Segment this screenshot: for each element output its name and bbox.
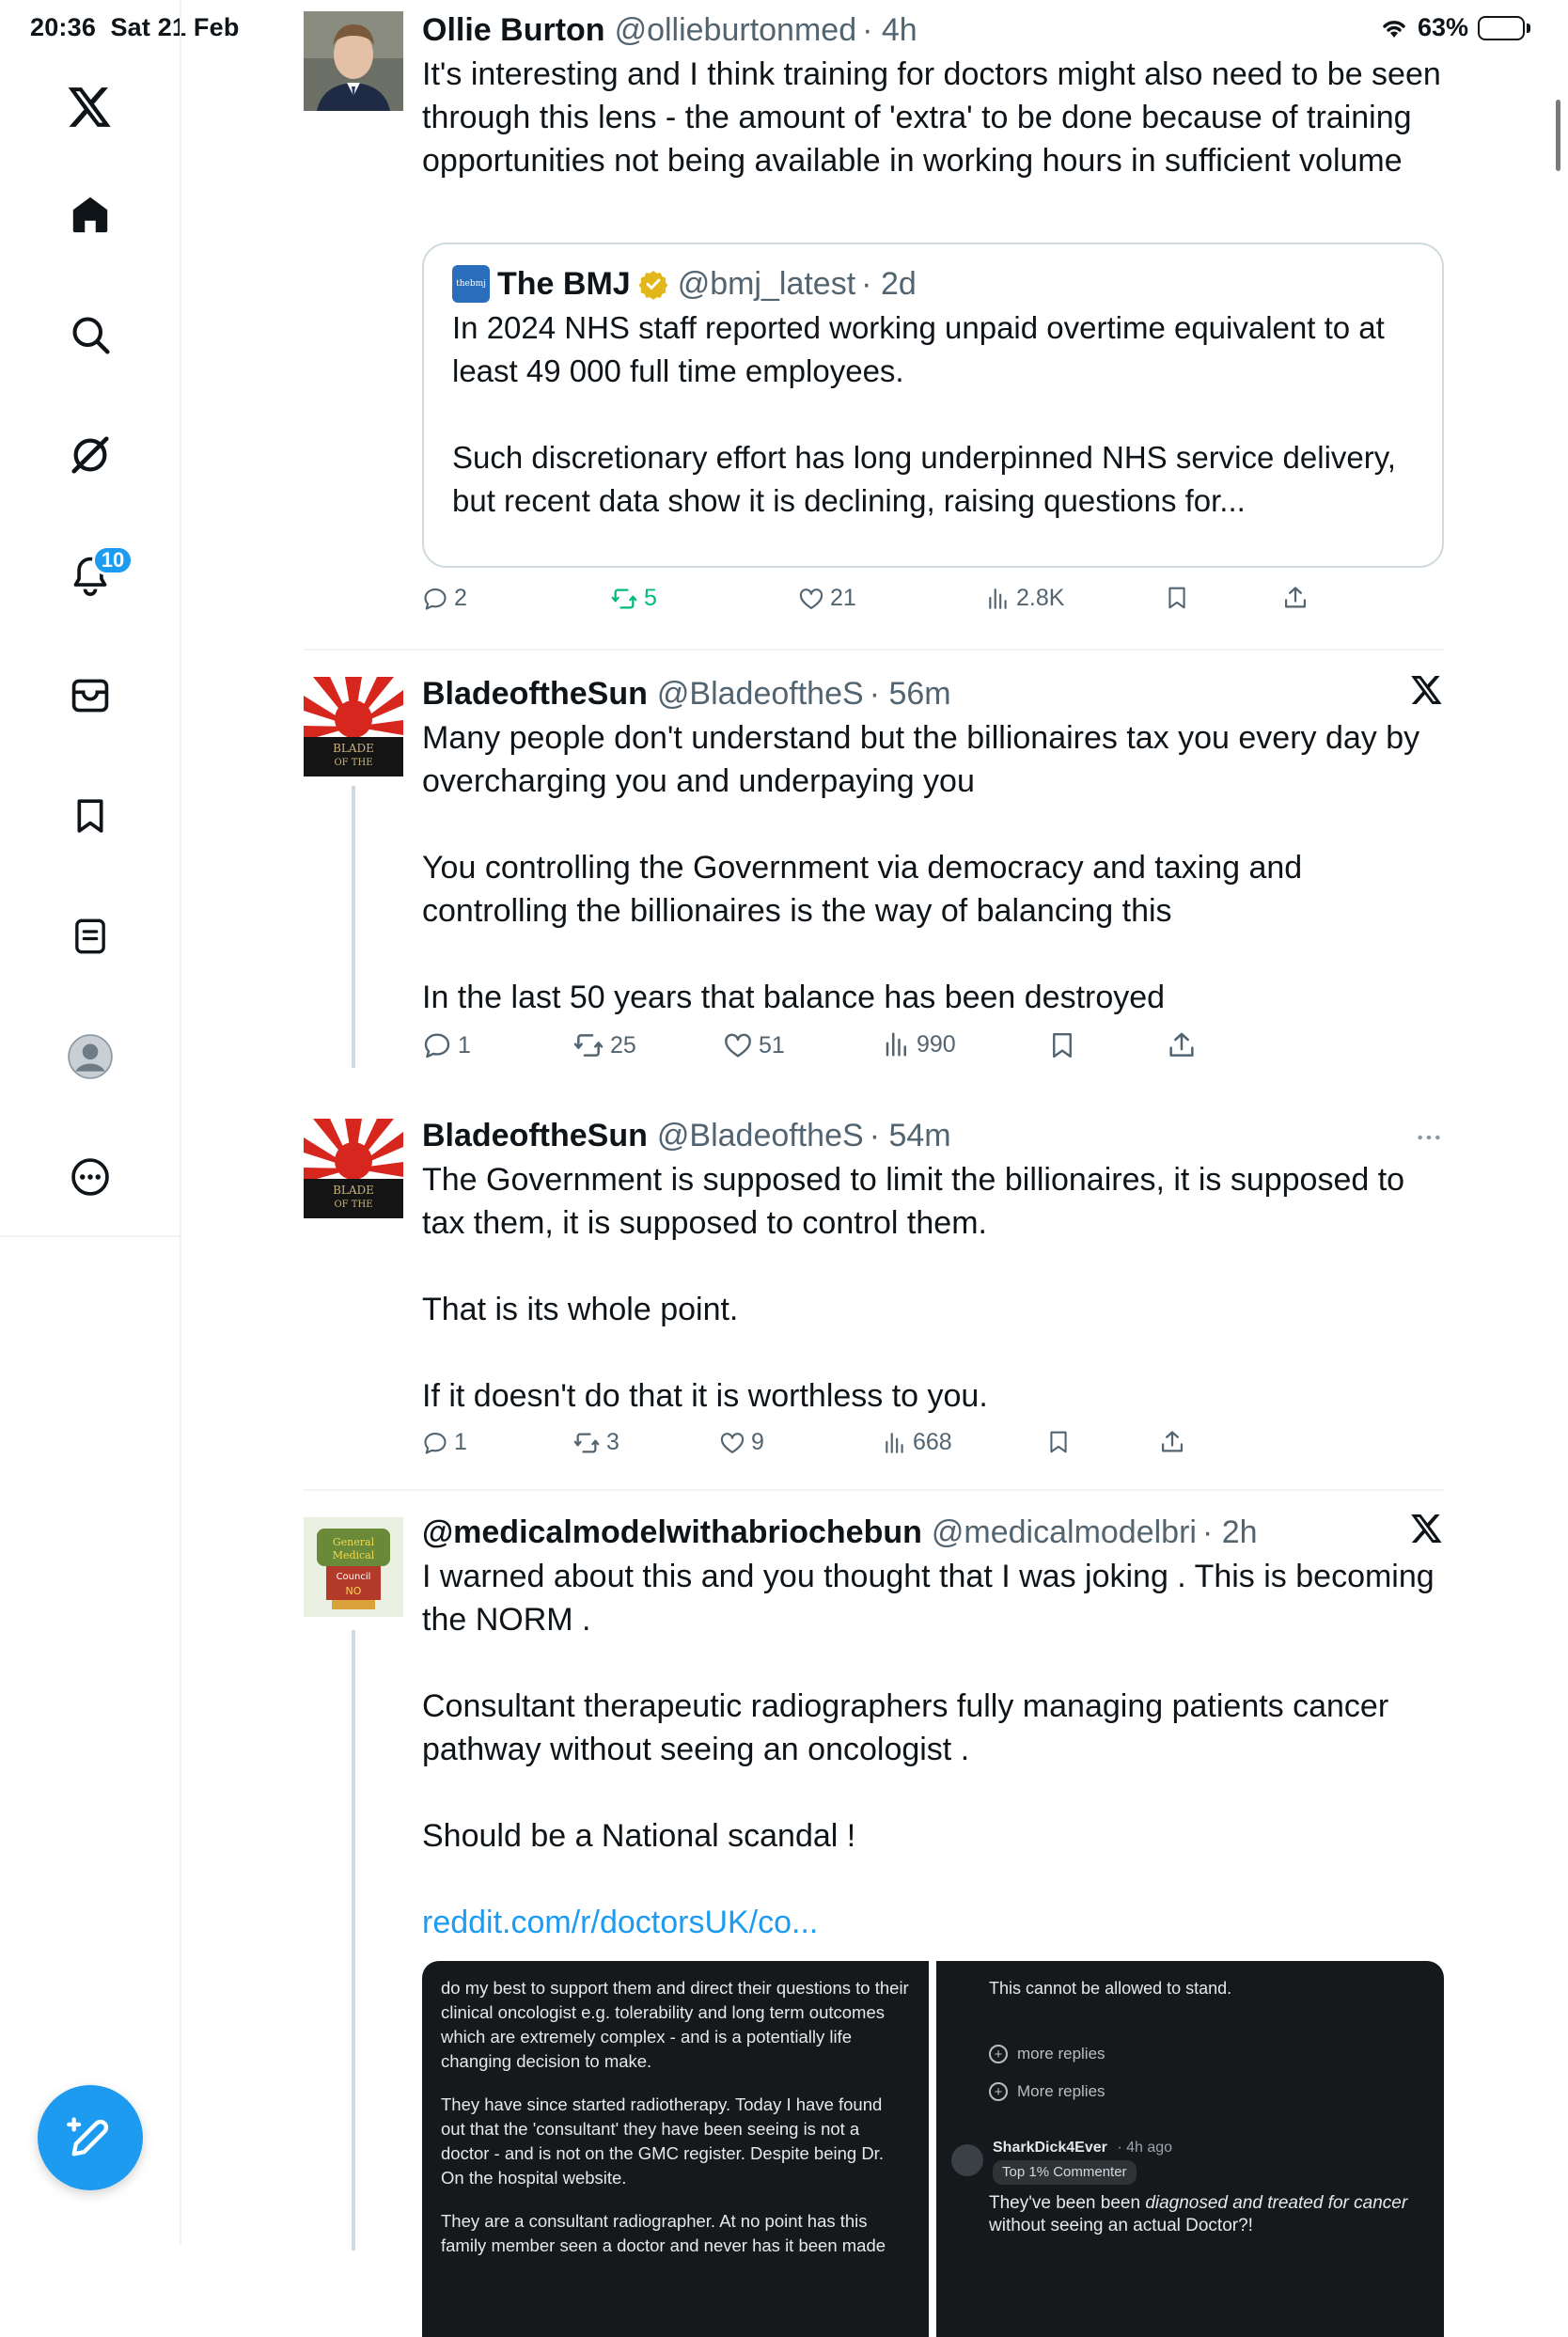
quoted-tweet[interactable] <box>422 243 1444 568</box>
like-count: 51 <box>759 1031 785 1059</box>
reply-button[interactable] <box>422 1030 471 1060</box>
repost-count: 5 <box>644 585 657 611</box>
tweet-time[interactable]: · 2h <box>1201 1514 1258 1550</box>
tweet-actions <box>422 585 1444 622</box>
repost-icon <box>572 1030 604 1060</box>
reply-icon <box>422 1430 448 1456</box>
verified-gold-icon <box>638 269 668 299</box>
svg-text:BLADE: BLADE <box>333 1184 374 1197</box>
views-chart-icon <box>883 1431 907 1455</box>
views-button[interactable] <box>883 1429 952 1456</box>
media-image-left[interactable]: do my best to support them and direct their questions to their clinical oncologist e.g. tolerability and long term outcomes which are extremely complex - and is a potentially life changing decision to make. They have since started radiotherapy. Today I have found out that the 'consultant' they have been seeing is not a doctor - and is not on the GMC register. Despite being Dr. On the hospital website. They are a consultant radiographer. At no point has this family member seen a doctor and never has it been made <box>422 1961 929 2337</box>
svg-text:Medical: Medical <box>332 1549 375 1561</box>
like-count: 21 <box>830 585 856 611</box>
repost-button[interactable] <box>572 1429 619 1456</box>
tweet-header <box>422 675 1444 713</box>
bookmark-icon <box>1165 585 1189 611</box>
search-icon[interactable] <box>62 306 118 363</box>
quote-header <box>452 265 1414 303</box>
share-icon <box>1282 585 1309 611</box>
tweet-divider <box>304 1489 1444 1491</box>
tweet-text: Many people don't understand but the billionaires tax you every day by overcharging you and underpaying you You controlling the Government via democracy and taxing and controlling the billionaires is the way of balancing this In the last 50 years that balance has been destroyed <box>422 720 1420 1015</box>
avatar[interactable] <box>304 677 403 776</box>
share-icon <box>1159 1429 1185 1455</box>
reply-count: 1 <box>454 1429 467 1455</box>
share-button[interactable] <box>1159 1429 1185 1455</box>
messages-icon[interactable] <box>62 667 118 724</box>
x-logo-icon <box>1410 1512 1444 1545</box>
bookmarks-icon[interactable] <box>62 788 118 844</box>
svg-text:OF THE: OF THE <box>334 758 373 768</box>
tweet-actions <box>422 1030 1444 1068</box>
more-icon[interactable] <box>62 1149 118 1205</box>
author-handle[interactable]: @medicalmodelbri <box>931 1514 1197 1550</box>
quote-time: · 2d <box>861 266 917 302</box>
home-icon[interactable] <box>62 186 118 243</box>
plus-circle-icon: + <box>989 2082 1008 2101</box>
battery-icon <box>1478 16 1530 40</box>
author-name[interactable]: BladeoftheSun <box>422 676 648 712</box>
tweet[interactable] <box>304 1117 1444 1474</box>
share-button[interactable] <box>1282 585 1309 611</box>
reddit-link[interactable]: reddit.com/r/doctorsUK/co... <box>422 1905 819 1940</box>
tweet-text: The Government is supposed to limit the billionaires, it is supposed to tax them, it is supposed to control them. That is its whole point. If it doesn't do that it is worthless to you. <box>422 1162 1405 1414</box>
view-count: 2.8K <box>1016 585 1065 611</box>
x-logo-icon[interactable] <box>62 79 118 135</box>
like-button[interactable] <box>798 585 856 612</box>
reply-button[interactable] <box>422 1429 467 1456</box>
share-button[interactable] <box>1167 1030 1197 1060</box>
author-name[interactable]: BladeoftheSun <box>422 1118 648 1153</box>
bookmark-button[interactable] <box>1046 1429 1071 1455</box>
repost-button[interactable] <box>572 1030 636 1060</box>
avatar[interactable] <box>304 1119 403 1218</box>
author-name[interactable]: @medicalmodelwithabriochebun <box>422 1514 922 1550</box>
views-chart-icon <box>986 587 1011 611</box>
bookmark-icon <box>1048 1030 1076 1060</box>
commenter-time: · 4h ago <box>1117 2140 1173 2156</box>
svg-text:BLADE: BLADE <box>333 742 374 755</box>
thread-line <box>352 1630 355 2251</box>
author-handle[interactable]: @BladeoftheS <box>656 676 864 712</box>
svg-text:OF THE: OF THE <box>334 1200 373 1210</box>
battery-percent: 63% <box>1417 13 1468 41</box>
compose-post-button[interactable] <box>38 2085 143 2190</box>
quote-text: In 2024 NHS staff reported working unpaid overtime equivalent to at least 49 000 full time employees. Such discretionary effort has long underpinned NHS service delivery, but recent data show it is declining, raising questions for... <box>452 310 1396 518</box>
views-button[interactable] <box>883 1030 956 1059</box>
compose-feather-icon <box>66 2113 115 2162</box>
tweet-time[interactable]: · 54m <box>869 1118 951 1153</box>
tweet-header <box>422 1514 1444 1551</box>
media-image-right[interactable]: This cannot be allowed to stand. + more replies + More replies SharkDick4Ever · 4h ago Top 1% Commenter They've been been diagnosed and treated for cancer without seeing an actual Doctor?! <box>936 1961 1444 2337</box>
repost-icon <box>572 1430 601 1456</box>
x-logo-icon <box>1410 673 1444 707</box>
bmj-logo: thebmj <box>452 265 490 303</box>
reply-count: 1 <box>458 1031 471 1059</box>
heart-icon <box>723 1030 753 1060</box>
heart-icon <box>798 586 824 612</box>
bookmark-icon <box>1046 1429 1071 1455</box>
quote-author-handle: @bmj_latest <box>677 266 856 302</box>
tweet-time[interactable]: · 56m <box>869 676 951 712</box>
comment-text: They've been been diagnosed and treated for cancer without seeing an actual Doctor?! <box>989 2193 1408 2235</box>
tweet[interactable] <box>304 11 1444 632</box>
bookmark-button[interactable] <box>1165 585 1189 611</box>
commenter-avatar <box>951 2144 983 2176</box>
avatar[interactable] <box>304 1517 403 1617</box>
tweet-text: I warned about this and you thought that I was joking . This is becoming the NORM . Consultant therapeutic radiographers fully managing patients cancer pathway without seeing an oncologist . Should be a National scandal ! reddit.com/r/doctorsUK/co... <box>422 1559 1435 1940</box>
author-name[interactable]: Ollie Burton <box>422 12 605 48</box>
commenter-row <box>951 2136 1418 2185</box>
thread-line <box>352 786 355 1068</box>
tweet[interactable] <box>304 675 1444 1060</box>
view-count: 668 <box>913 1429 952 1455</box>
sidebar-nav <box>0 0 181 1237</box>
tweet-header <box>422 11 1444 49</box>
plus-circle-icon: + <box>989 2045 1008 2063</box>
more-options-icon[interactable] <box>1414 1122 1444 1153</box>
repost-count: 25 <box>610 1031 636 1059</box>
notification-badge: 10 <box>92 545 133 575</box>
reply-icon <box>422 1030 452 1060</box>
views-button[interactable] <box>986 585 1064 612</box>
tweet-divider <box>304 649 1444 651</box>
tweet[interactable] <box>304 1514 1444 2255</box>
repost-icon <box>610 586 638 612</box>
more-replies-row: + More replies <box>989 2079 1418 2104</box>
more-replies-row: + more replies <box>989 2042 1418 2066</box>
grok-icon[interactable] <box>62 427 118 483</box>
reply-button[interactable] <box>422 585 467 612</box>
tweet-time[interactable]: · 4h <box>862 12 917 48</box>
commenter-name: SharkDick4Ever <box>993 2140 1107 2156</box>
repost-button[interactable] <box>610 585 657 612</box>
svg-text:Council: Council <box>336 1572 371 1582</box>
author-handle[interactable]: @BladeoftheS <box>656 1118 864 1153</box>
tweet-header <box>422 1117 1444 1154</box>
svg-text:NO: NO <box>345 1585 362 1597</box>
media-gallery <box>422 1961 1444 2337</box>
commenter-tag: Top 1% Commenter <box>993 2160 1137 2185</box>
reply-icon <box>422 586 448 612</box>
profile-avatar-icon[interactable] <box>62 1028 118 1085</box>
share-icon <box>1167 1030 1197 1060</box>
status-time: 20:36 Sat 21 Feb <box>30 13 240 41</box>
views-chart-icon <box>883 1030 911 1059</box>
sidebar-divider <box>180 1237 181 2245</box>
svg-text:General: General <box>332 1536 375 1548</box>
reply-count: 2 <box>454 585 467 611</box>
scrollbar[interactable] <box>1556 100 1560 171</box>
like-button[interactable] <box>719 1429 764 1456</box>
bookmark-button[interactable] <box>1048 1030 1076 1060</box>
like-button[interactable] <box>723 1030 785 1060</box>
author-handle[interactable]: @ollieburtonmed <box>614 12 857 48</box>
avatar[interactable] <box>304 11 403 111</box>
like-count: 9 <box>751 1429 764 1455</box>
tweet-actions <box>422 1429 1444 1467</box>
quote-author-name: The BMJ <box>497 266 631 302</box>
heart-icon <box>719 1430 745 1456</box>
lists-icon[interactable] <box>62 908 118 965</box>
tweet-text: It's interesting and I think training for doctors might also need to be seen through this lens - the amount of 'extra' to be done because of training opportunities not being available in working hours in sufficient volume <box>422 56 1441 179</box>
repost-count: 3 <box>606 1429 619 1455</box>
view-count: 990 <box>917 1030 956 1058</box>
